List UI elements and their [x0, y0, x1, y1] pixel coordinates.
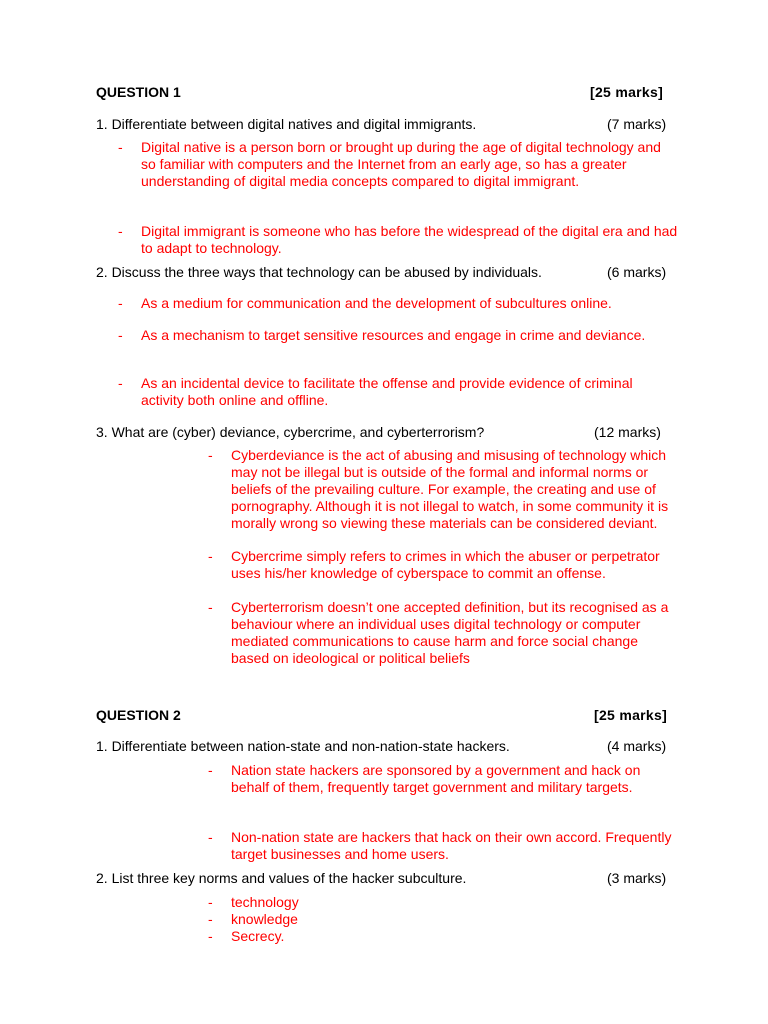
q1-item-3-answer-1: - Cyberdeviance is the act of abusing and misusing of technology which may not be illegal but is outside of the formal and informal norms or beliefs of the prevailing culture. For example, the creating and use of pornography. Although it is not illegal to watch, in some community it is morally wrong so viewing these materials can be considered deviant.: [208, 447, 669, 531]
q1-item-1-answer-2: - Digital immigrant is someone who has before the widespread of the digital era and had to adapt to technology.: [118, 223, 678, 256]
q2-item-1-question: 1. Differentiate between nation-state and non-nation-state hackers.: [96, 738, 510, 754]
q1-item-2-answer-1: - As a medium for communication and the development of subcultures online.: [118, 295, 612, 311]
question-2-marks: [25 marks]: [594, 707, 668, 723]
q1-item-1-marks: (7 marks): [607, 116, 667, 132]
q2-item-1-answer-1: - Nation state hackers are sponsored by a government and hack on behalf of them, frequently target government and military targets.: [208, 762, 641, 795]
question-2-title: QUESTION 2: [96, 707, 181, 723]
q1-item-2-question: 2. Discuss the three ways that technology can be abused by individuals.: [96, 264, 542, 280]
q2-item-2-answer-1: - technology: [208, 894, 299, 910]
question-1-title: QUESTION 1: [96, 84, 181, 100]
question-1-marks: [25 marks]: [590, 84, 664, 100]
q1-item-3-question: 3. What are (cyber) deviance, cybercrime, and cyberterrorism?: [96, 424, 485, 440]
q2-item-1-marks: (4 marks): [607, 738, 667, 754]
q2-item-2-marks: (3 marks): [607, 870, 667, 886]
q2-item-1-answer-2: - Non-nation state are hackers that hack on their own accord. Frequently target businesses and home users.: [208, 829, 672, 862]
q1-item-3-marks: (12 marks): [594, 424, 661, 440]
q2-item-2-answer-3: - Secrecy.: [208, 928, 285, 944]
q1-item-1-question: 1. Differentiate between digital natives and digital immigrants.: [96, 116, 477, 132]
q1-item-1-answer-1: - Digital native is a person born or brought up during the age of digital technology and so familiar with computers and the Internet from an early age, so has a greater understanding of digital media concepts compared to digital immigrant.: [118, 139, 661, 189]
q1-item-2-answer-2: - As a mechanism to target sensitive resources and engage in crime and deviance.: [118, 327, 646, 343]
q2-item-2-question: 2. List three key norms and values of the hacker subculture.: [96, 870, 467, 886]
q1-item-2-answer-3: - As an incidental device to facilitate the offense and provide evidence of criminal activity both online and offline.: [118, 375, 633, 408]
q1-item-3-answer-3: - Cyberterrorism doesn’t one accepted definition, but its recognised as a behaviour where an individual uses digital technology or computer mediated communications to cause harm and force social change based on ideological or political beliefs: [208, 599, 669, 666]
q1-item-3-answer-2: - Cybercrime simply refers to crimes in which the abuser or perpetrator uses his/her knowledge of cyberspace to commit an offense.: [208, 548, 660, 581]
q1-item-2-marks: (6 marks): [607, 264, 667, 280]
q2-item-2-answer-2: - knowledge: [208, 911, 298, 927]
